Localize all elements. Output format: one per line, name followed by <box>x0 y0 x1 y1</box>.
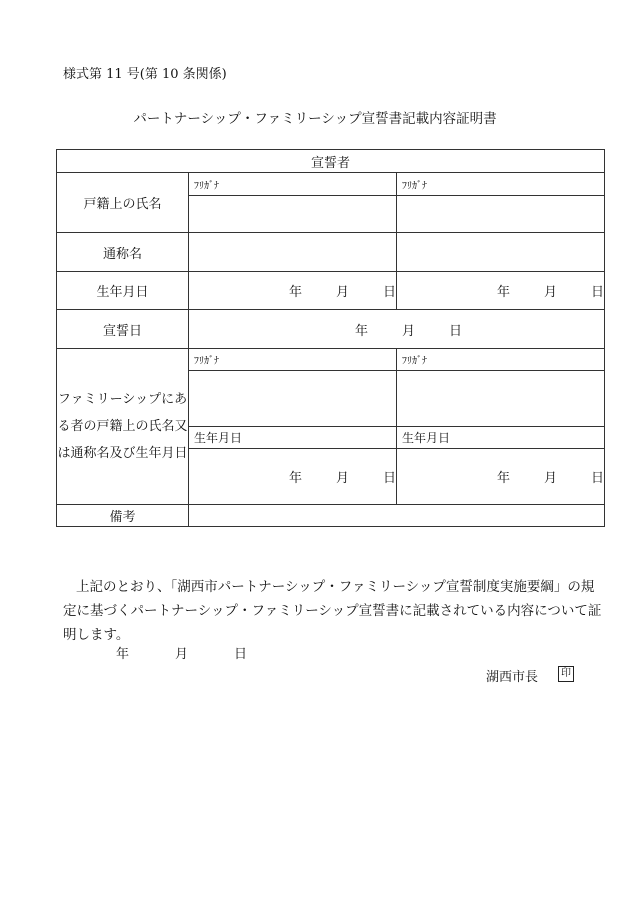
document-title: パートナーシップ・ファミリーシップ宣誓書記載内容証明書 <box>133 111 497 127</box>
birth-date-field <box>189 272 397 310</box>
registered-name-label: 戸籍上の氏名 <box>57 173 189 233</box>
family-name-field <box>397 371 605 427</box>
common-name-field <box>189 233 397 272</box>
oath-date-field <box>189 310 605 349</box>
year-unit: 年 <box>496 285 510 300</box>
year-unit: 年 <box>288 471 302 486</box>
month-unit: 月 <box>335 471 349 486</box>
family-dob-label: 生年月日 <box>397 427 605 449</box>
birth-date-field <box>397 272 605 310</box>
issuer-name: 湖西市長 <box>486 670 539 685</box>
month-unit: 月 <box>544 285 558 300</box>
year-unit: 年 <box>354 323 368 339</box>
furigana-label: ﾌﾘｶﾞﾅ <box>397 173 605 196</box>
day-unit: 日 <box>382 285 396 300</box>
form-number: 様式第 11 号(第 10 条関係) <box>63 67 227 82</box>
registered-name-field <box>189 196 397 233</box>
day-unit: 日 <box>591 285 605 300</box>
remarks-field <box>189 505 605 527</box>
family-member-label: ファミリーシップにある者の戸籍上の氏名又は通称名及び生年月日 <box>57 349 189 505</box>
declarant-header: 宣誓者 <box>57 150 605 173</box>
year-unit: 年 <box>288 285 302 300</box>
family-dob-field <box>397 449 605 505</box>
birth-date-label: 生年月日 <box>57 272 189 310</box>
day-unit: 日 <box>449 323 463 339</box>
family-dob-label: 生年月日 <box>189 427 397 449</box>
furigana-label: ﾌﾘｶﾞﾅ <box>397 349 605 371</box>
issue-day-unit: 日 <box>234 647 248 662</box>
month-unit: 月 <box>544 471 558 486</box>
common-name-field <box>397 233 605 272</box>
issue-month-unit: 月 <box>175 647 189 662</box>
family-name-field <box>189 371 397 427</box>
certification-text: 上記のとおり、「湖西市パートナーシップ・ファミリーシップ宣誓制度実施要綱」の規定に基づくパートナーシップ・ファミリーシップ宣誓書に記載されている内容について証明します。 <box>63 579 602 643</box>
furigana-label: ﾌﾘｶﾞﾅ <box>189 349 397 371</box>
year-unit: 年 <box>496 471 510 486</box>
remarks-label: 備考 <box>57 505 189 527</box>
seal-box: 印 <box>558 666 574 682</box>
issue-date <box>116 643 293 662</box>
day-unit: 日 <box>382 471 396 486</box>
common-name-label: 通称名 <box>57 233 189 272</box>
month-unit: 月 <box>335 285 349 300</box>
furigana-label: ﾌﾘｶﾞﾅ <box>189 173 397 196</box>
month-unit: 月 <box>402 323 416 339</box>
family-dob-field <box>189 449 397 505</box>
day-unit: 日 <box>591 471 605 486</box>
certificate-table <box>56 149 605 527</box>
registered-name-field <box>397 196 605 233</box>
oath-date-label: 宣誓日 <box>57 310 189 349</box>
issue-year-unit: 年 <box>116 647 130 662</box>
